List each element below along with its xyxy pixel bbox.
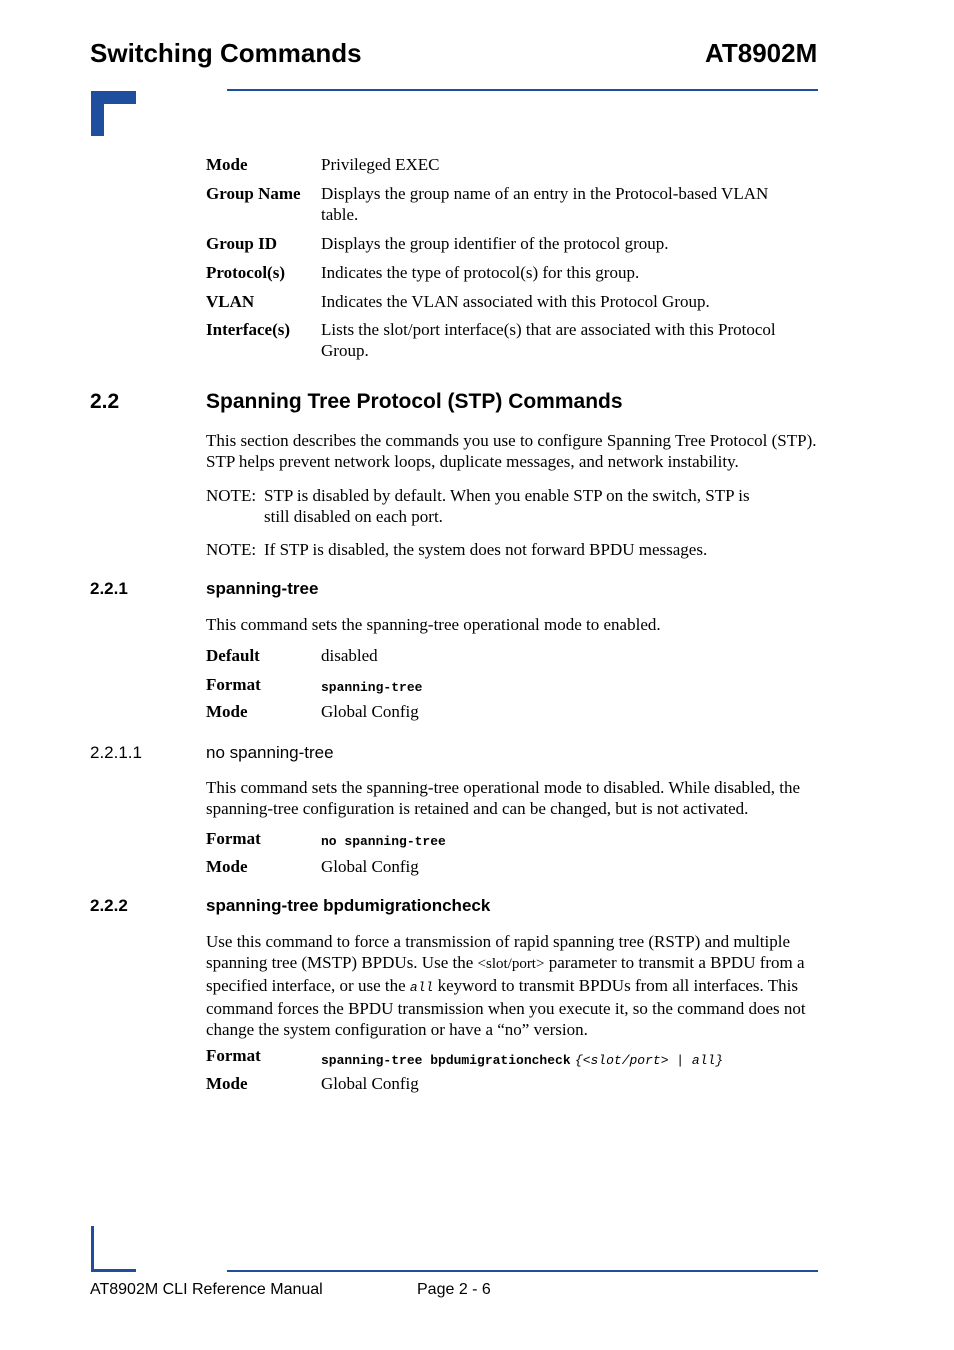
format-label: Format [206,829,261,848]
mode-value: Global Config [321,857,419,876]
format-command: spanning-tree [321,680,423,695]
footer-corner-mark-v [91,1226,94,1271]
table-term-group-name: Group Name [206,184,301,203]
mode-label: Mode [206,857,248,876]
section-number-2-2-1-1: 2.2.1.1 [90,743,142,762]
footer-rule [227,1270,818,1272]
footer-page-number: Page 2 - 6 [417,1281,491,1298]
section-2-2-1-1-desc: This command sets the spanning-tree operational mode to disabled. While disabled, the spanning-tree configuration is retained and can be changed, but is not activated. [206,778,801,818]
table-desc-protocols: Indicates the type of protocol(s) for this group. [321,263,640,282]
footer-corner-mark-h [91,1269,136,1272]
section-number-2-2-2: 2.2.2 [90,896,128,915]
table-desc-group-name: Displays the group name of an entry in the Protocol-based VLAN table. [321,184,769,224]
footer-manual-title: AT8902M CLI Reference Manual [90,1281,323,1298]
header-corner-mark-v [91,91,104,136]
table-desc-group-id: Displays the group identifier of the protocol group. [321,234,669,253]
section-2-2-intro: This section describes the commands you use to configure Spanning Tree Protocol (STP). STP helps prevent network loops, duplicate messages, and network instability. [206,431,817,471]
format-label: Format [206,1046,261,1065]
mode-value: Global Config [321,1074,419,1093]
format-label: Format [206,675,261,694]
default-value: disabled [321,646,378,665]
format-command: spanning-tree bpdumigrationcheck [321,1053,571,1068]
mode-label: Mode [206,702,248,721]
mode-value: Global Config [321,702,419,721]
table-term-interfaces: Interface(s) [206,320,291,339]
slot-port-param: <slot/port> [477,956,545,972]
desc-text-2: parameter to transmit a BPDU from a specified interface, or use the [206,953,805,995]
section-title-2-2-1-1: no spanning-tree [206,743,334,762]
table-term-group-id: Group ID [206,234,278,253]
section-title-2-2-1: spanning-tree [206,579,319,598]
mode-label: Mode [206,1074,248,1093]
section-2-2-1-desc: This command sets the spanning-tree operational mode to enabled. [206,615,661,634]
running-header-product: AT8902M [705,38,818,68]
header-rule [227,89,818,91]
format-command: no spanning-tree [321,834,446,849]
desc-text-1: Use this command to force a transmission of rapid spanning tree (RSTP) and multiple spanning tree (MSTP) BPDUs. Use the [206,932,791,972]
all-keyword: all [409,980,434,995]
format-arguments: {<slot/port> | all} [574,1053,724,1068]
format-syntax [321,1048,821,1071]
desc-text-3: keyword to transmit BPDUs from all interfaces. This command forces the BPDU transmission when you execute it, so the command does not change the system configuration or have a “no” version. [206,976,806,1039]
section-number-2-2-1: 2.2.1 [90,579,128,598]
section-2-2-2-desc [206,931,818,1040]
table-term-mode: Mode [206,155,248,174]
note-label-2: NOTE: [206,540,257,559]
section-title-2-2: Spanning Tree Protocol (STP) Commands [206,390,623,413]
table-desc-vlan: Indicates the VLAN associated with this Protocol Group. [321,292,710,311]
table-term-vlan: VLAN [206,292,255,311]
note-label-1: NOTE: [206,486,257,505]
table-term-protocols: Protocol(s) [206,263,285,282]
table-desc-interfaces: Lists the slot/port interface(s) that are associated with this Protocol Group. [321,320,776,360]
section-number-2-2: 2.2 [90,390,120,413]
section-title-2-2-2: spanning-tree bpdumigrationcheck [206,896,491,915]
default-label: Default [206,646,260,665]
running-header-title: Switching Commands [90,38,362,68]
note-text-2: If STP is disabled, the system does not forward BPDU messages. [264,540,708,559]
note-text-1: STP is disabled by default. When you enable STP on the switch, STP is still disabled on each port. [264,486,750,526]
table-desc-mode: Privileged EXEC [321,155,440,174]
